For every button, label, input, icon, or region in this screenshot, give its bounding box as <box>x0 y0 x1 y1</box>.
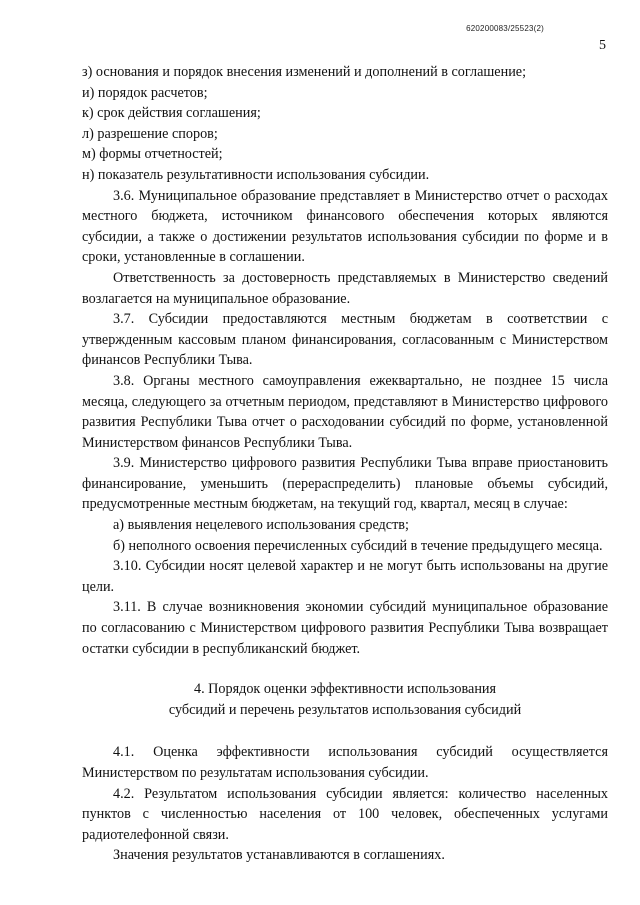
paragraph-4-1: 4.1. Оценка эффективности использования субсидий осуществляется Министерством по результатам использования субсидии. <box>82 744 608 781</box>
paragraph-3-10: 3.10. Субсидии носят целевой характер и не могут быть использованы на другие цели. <box>82 558 608 595</box>
list-item: к) срок действия соглашения; <box>82 105 261 122</box>
list-item: н) показатель результативности использования субсидии. <box>82 166 430 183</box>
paragraph-3-9-a: а) выявления нецелевого использования средств; <box>113 517 409 534</box>
paragraph-3-9-b: б) неполного освоения перечисленных субсидий в течение предыдущего месяца. <box>113 537 603 554</box>
list-item: м) формы отчетностей; <box>82 146 223 163</box>
list-item: и) порядок расчетов; <box>82 84 208 101</box>
list-item: з) основания и порядок внесения изменений и дополнений в соглашение; <box>82 64 527 80</box>
paragraph-3-11: 3.11. В случае возникновения экономии субсидий муниципальное образование по согласованию с Министерством цифрового развития Республики Тыва возвращает остатки субсидии в республиканский бюджет. <box>82 599 608 657</box>
list-block <box>82 62 608 186</box>
page-number: 5 <box>599 38 606 53</box>
paragraph-3-9: 3.9. Министерство цифрового развития Республики Тыва вправе приостановить финансирование, уменьшить (перераспределить) плановые объемы субсидий, предусмотренные местным бюджетам, на текущий год, квартал, месяц в случае: <box>82 455 608 513</box>
paragraph-values: Значения результатов устанавливаются в соглашениях. <box>113 847 445 864</box>
paragraph-4-2: 4.2. Результатом использования субсидии является: количество населенных пунктов с численностью населения от 100 человек, обеспеченных услугами радиотелефонной связи. <box>82 785 608 843</box>
paragraph-responsibility: Ответственность за достоверность представляемых в Министерство сведений возлагается на муниципальное образование. <box>82 269 608 307</box>
paragraph-3-8: 3.8. Органы местного самоуправления ежеквартально, не позднее 15 числа месяца, следующего за отчетным периодом, представляют в Министерство цифрового развития Республики Тыва отчет о расходовании субсидий по форме, установленной Министерством финансов Республики Тыва. <box>82 372 608 451</box>
document-id: 620200083/25523(2) <box>466 24 544 33</box>
document-body <box>82 62 608 866</box>
paragraph-3-6: 3.6. Муниципальное образование представляет в Министерство отчет о расходах местного бюджета, источником финансового обеспечения которых являются субсидии, а также о достижении результатов использования субсидии по форме и в сроки, установленные в соглашении. <box>82 187 608 266</box>
paragraph-3-7: 3.7. Субсидии предоставляются местным бюджетам в соответствии с утвержденным кассовым планом финансирования, согласованным с Министерством финансов Республики Тыва. <box>82 311 608 369</box>
section-heading-line-2: субсидий и перечень результатов использования субсидий <box>168 701 522 718</box>
list-item: л) разрешение споров; <box>82 125 218 142</box>
section-heading-line-1: 4. Порядок оценки эффективности использования <box>193 681 497 698</box>
section-heading <box>82 679 608 720</box>
